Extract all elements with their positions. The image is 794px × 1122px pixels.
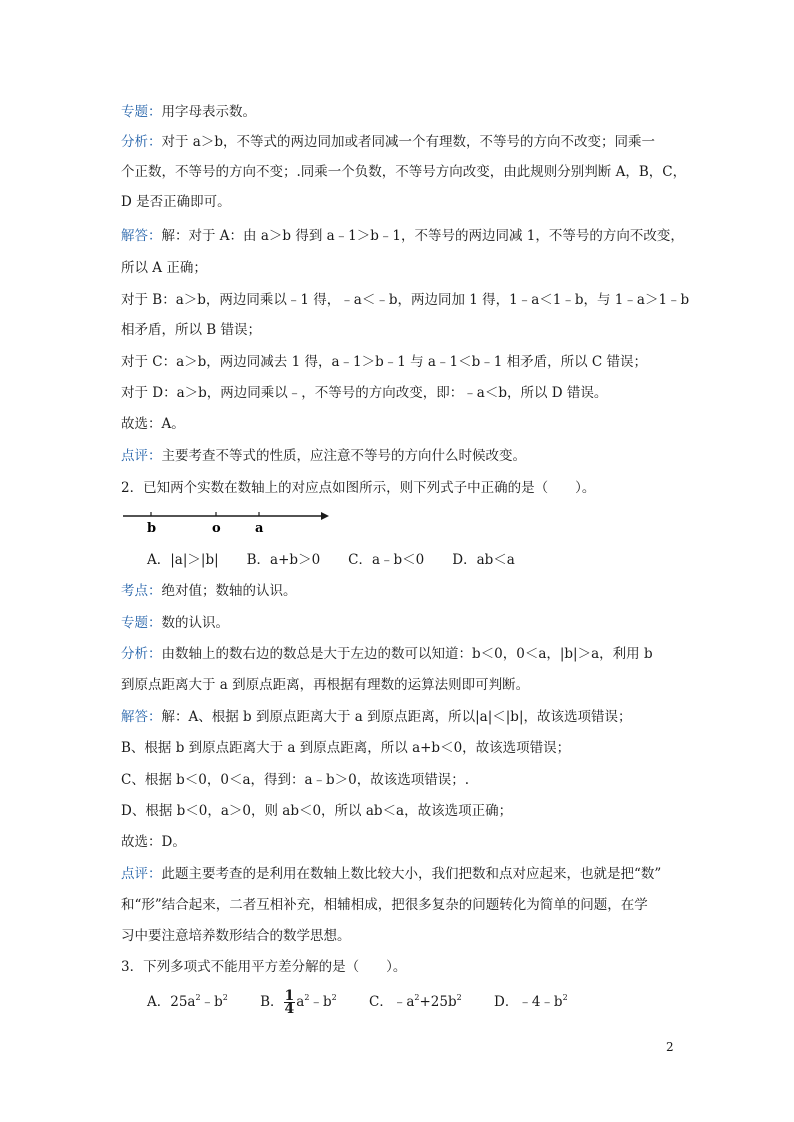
label-b: b [147, 521, 157, 536]
label-o: o [212, 521, 221, 536]
q3-options [147, 990, 596, 1015]
q2-zhuanti-line [121, 613, 229, 633]
q2-dianping-line-2: 和“形”结合起来，二者互相补充，相辅相成，把很多复杂的问题转化为简单的问题，在学 [121, 897, 648, 913]
q3-option-a: A．$25a^2﹣b^2$ [147, 993, 228, 1010]
q2-option-d: D．ab＜a [452, 552, 515, 568]
fraction-one-quarter: $\frac{1}{4}$ [284, 988, 295, 1017]
label-a: a [255, 521, 264, 536]
jieda-line-6: 对于 D：a＞b，两边同乘以﹣，不等号的方向改变，即：﹣a＜b，所以 D 错误。 [121, 385, 608, 401]
fenxi-line-1 [121, 132, 655, 152]
q2-jieda-text-1: 解：A、根据 b 到原点距离大于 a 到原点距离，所以|a|＜|b|，故该选项错误； [161, 709, 632, 725]
dianping-label: 点评： [121, 448, 162, 464]
q2-zhuanti-label: 专题： [121, 615, 162, 631]
jieda-text-1: 解：对于 A：由 a＞b 得到 a﹣1＞b﹣1，不等号的两边同减 1，不等号的方向不改变， [161, 228, 684, 244]
fenxi-text-1: 对于 a＞b，不等式的两边同加或者同减一个有理数，不等号的方向不改变；同乘一 [161, 134, 655, 150]
q2-stem: 2．已知两个实数在数轴上的对应点如图所示，则下列式子中正确的是（ ）。 [121, 480, 596, 496]
q2-guxuan-line: 故选：D。 [121, 834, 186, 850]
q3-option-b: B． $\frac{1}{4}$ $a^2﹣b^2$ [260, 988, 337, 1017]
guxuan-line: 故选：A。 [121, 416, 185, 432]
jieda-line-4: 相矛盾，所以 B 错误； [121, 322, 262, 338]
kaodian-label: 考点： [121, 583, 162, 599]
q2-jieda-label: 解答： [121, 709, 162, 725]
jieda-line-5: 对于 C：a＞b，两边同减去 1 得，a﹣1＞b﹣1 与 a﹣1＜b﹣1 相矛盾，所以 C 错误； [121, 354, 648, 370]
kaodian-line [121, 581, 297, 601]
zhuanti-line [121, 102, 256, 122]
q2-dianping-line-3: 习中要注意培养数形结合的数学思想。 [121, 928, 351, 944]
number-line-arrow [321, 512, 329, 520]
q2-jieda-line-3: C、根据 b＜0，0＜a，得到：a﹣b＞0，故该选项错误；. [121, 772, 470, 788]
q3-option-d: D．$﹣4﹣b^2$ [494, 993, 568, 1010]
q2-zhuanti-text: 数的认识。 [161, 615, 229, 631]
page-number: 2 [666, 1040, 674, 1054]
jieda-line-2: 所以 A 正确； [121, 260, 207, 276]
fenxi-label: 分析： [121, 134, 162, 150]
q2-fenxi-line-2: 到原点距离大于 a 到原点距离，再根据有理数的运算法则即可判断。 [121, 677, 530, 693]
q2-options [147, 550, 543, 570]
q2-dianping-label: 点评： [121, 866, 162, 882]
jieda-line-1 [121, 226, 684, 246]
q2-option-a: A．|a|＞|b| [147, 552, 219, 568]
q2-fenxi-line-1 [121, 644, 653, 664]
q3-option-c: C．$﹣a^2+25b^2$ [369, 993, 462, 1010]
number-line-figure [121, 508, 331, 538]
q2-option-c: C．a﹣b＜0 [348, 552, 425, 568]
zhuanti-label: 专题： [121, 104, 162, 120]
kaodian-text: 绝对值；数轴的认识。 [161, 583, 297, 599]
q2-jieda-line-2: B、根据 b 到原点距离大于 a 到原点距离，所以 a+b＜0，故该选项错误； [121, 740, 571, 756]
jieda-label: 解答： [121, 228, 162, 244]
q2-dianping-line-1 [121, 864, 661, 884]
fenxi-line-3: D 是否正确即可。 [121, 194, 231, 210]
q2-jieda-line-1 [121, 707, 632, 727]
dianping-text: 主要考查不等式的性质，应注意不等号的方向什么时候改变。 [161, 448, 526, 464]
jieda-line-3: 对于 B：a＞b，两边同乘以﹣1 得，﹣a＜﹣b，两边同加 1 得，1﹣a＜1﹣b，与 1﹣a＞1﹣b [121, 292, 690, 308]
zhuanti-text: 用字母表示数。 [161, 104, 256, 120]
q2-fenxi-label: 分析： [121, 646, 162, 662]
fenxi-line-2: 个正数，不等号的方向不变；.同乘一个负数，不等号方向改变，由此规则分别判断 A，B，C， [121, 164, 687, 180]
q2-fenxi-text-1: 由数轴上的数右边的数总是大于左边的数可以知道：b＜0，0＜a，|b|＞a，利用 b [161, 646, 653, 662]
q2-jieda-line-4: D、根据 b＜0，a＞0，则 ab＜0，所以 ab＜a，故该选项正确； [121, 803, 513, 819]
q3-stem: 3．下列多项式不能用平方差分解的是（ ）。 [121, 959, 407, 975]
q2-option-b: B．a+b＞0 [246, 552, 321, 568]
dianping-line [121, 446, 526, 466]
q2-dianping-text-1: 此题主要考查的是利用在数轴上数比较大小，我们把数和点对应起来，也就是把“数” [161, 866, 662, 882]
